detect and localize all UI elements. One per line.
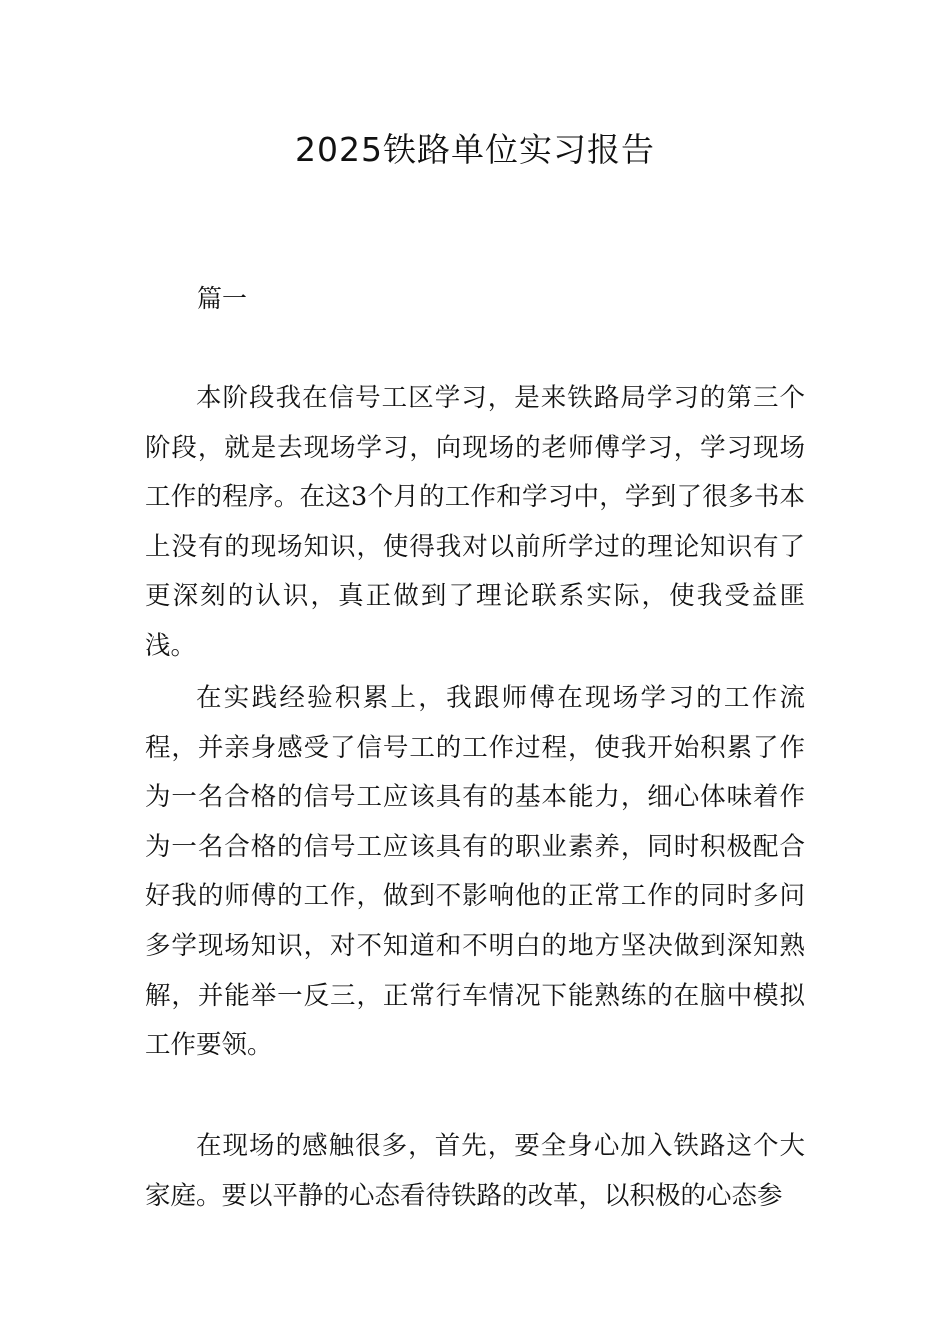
section-heading: 篇一: [197, 284, 248, 313]
paragraph-3: 在现场的感触很多，首先，要全身心加入铁路这个大家庭。要以平静的心态看待铁路的改革，以积极的心态参: [145, 1131, 805, 1211]
paragraph-2: 在实践经验积累上，我跟师傅在现场学习的工作流程，并亲身感受了信号工的工作过程，使我开始积累了作为一名合格的信号工应该具有的基本能力，细心体味着作为一名合格的信号工应该具有的职业素养，同时积极配合好我的师傅的工作，做到不影响他的正常工作的同时多问多学现场知识，对不知道和不明白的地方坚决做到深知熟解，并能举一反三，正常行车情况下能熟练的在脑中模拟工作要领。: [145, 683, 805, 1061]
paragraph-1: 本阶段我在信号工区学习，是来铁路局学习的第三个阶段，就是去现场学习，向现场的老师傅学习，学习现场工作的程序。在这3个月的工作和学习中，学到了很多书本上没有的现场知识，使得我对以前所学过的理论知识有了更深刻的认识，真正做到了理论联系实际，使我受益匪浅。: [145, 383, 805, 661]
document-title: 2025铁路单位实习报告: [295, 130, 655, 169]
